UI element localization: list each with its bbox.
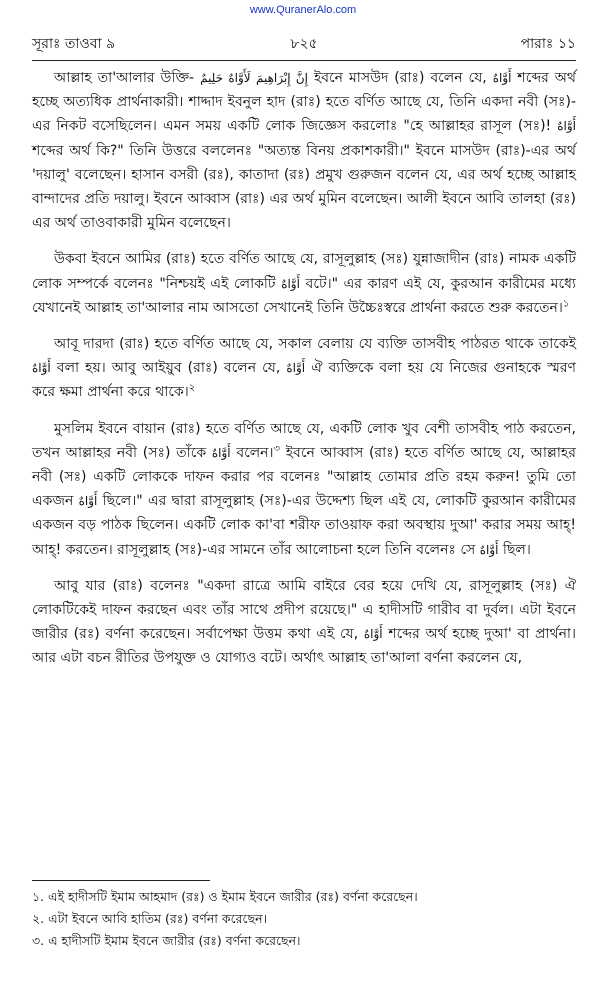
footnotes (32, 886, 576, 952)
paragraph-2: উকবা ইবনে আমির (রাঃ) হতে বর্ণিত আছে যে, রাসূলুল্লাহ (সঃ) যুন্নাজাদীন (রাঃ) নামক একটি লোক সম্পর্কে বলেনঃ "নিশ্চয়ই এই লোকটি أَوَّاهٌ বটে।" এর কারণ এই যে, কুরআন কারীমের মধ্যে যেখানেই আল্লাহ তা'আলার নাম আসতো সেখানেই তিনি উচ্চৈঃস্বরে প্রার্থনা করতে শুরু করতেন।$^১$ (32, 251, 576, 316)
footnote-2: ২. এটা ইবনে আবি হাতিম (রঃ) বর্ণনা করেছেন। (32, 911, 268, 926)
page-number: ৮২৫ (290, 36, 318, 52)
arabic-verse: إِنَّ إِبْرَاهِيمَ لَأَوَّاهٌ حَلِيمٌ (200, 71, 309, 85)
arabic-word: أَوَّاهٌ (32, 361, 51, 376)
footnote-3: ৩. এ হাদীসটি ইমাম ইবনে জারীর (রঃ) বর্ণনা করেছেন। (32, 933, 301, 948)
arabic-word: أَوَّاهٌ (78, 494, 98, 509)
arabic-word: أَوَّاهٌ (363, 627, 383, 642)
arabic-word: أَوَّاهٌ (479, 542, 499, 557)
page-header (32, 32, 576, 56)
paragraph-5: আবু যার (রাঃ) বলেনঃ "একদা রাত্রে আমি বাইরে বের হয়ে দেখি যে, রাসূলুল্লাহ (সঃ) ঐ লোকটিকেই দাফন করছেন এবং তাঁর সাথে প্রদীপ রয়েছে।" এ হাদীসটি গারীব বা দুর্বল। এটা ইবনে জারীর (রঃ) বর্ণনা করেছেন। সর্বাপেক্ষা উত্তম কথা এই যে, أَوَّاهٌ শব্দের অর্থ হচ্ছে দুআ' বা প্রার্থনা। আর এটা বচন রীতির উপযুক্ত ও যোগ্যও বটে। অর্থাৎ আল্লাহ তা'আলা বর্ণনা করলেন যে, (32, 577, 576, 667)
arabic-word: أَوَّاهٌ (557, 119, 576, 134)
site-url[interactable]: www.QuranerAlo.com (249, 4, 357, 16)
footnote-marker: ২ (188, 382, 196, 394)
commentary-body (32, 66, 576, 683)
footnote-marker: ১ (562, 298, 570, 310)
arabic-word: أَوَّاهٌ (286, 361, 306, 376)
header-divider (32, 60, 576, 61)
paragraph-4: মুসলিম ইবনে বায়ান (রাঃ) হতে বর্ণিত আছে যে, একটি লোক খুব বেশী তাসবীহ পাঠ করতেন, তখন আল্লাহর নবী (সঃ) তাঁকে أَوَّاهٌ বলেন।$^৩$ ইবনে আব্বাস (রাঃ) হতে বর্ণিত আছে যে, আল্লাহর নবী (সঃ) একটি লোককে দাফন করার পর বলেনঃ "আল্লাহ তোমার প্রতি রহম করুন! তুমি তো একজন أَوَّاهٌ ছিলে।" এর দ্বারা রাসূলুল্লাহ (সঃ)-এর উদ্দেশ্য ছিল এই যে, লোকটি কুরআন কারীমের একজন বড় পাঠক ছিলেন। একটি লোক কা'বা শরীফ তাওয়াফ করা অবস্থায় দুআ' করার সময় আহ্! আহ্! করতেন। রাসূলুল্লাহ (সঃ)-এর সামনে তাঁর আলোচনা হলে তিনি বলেনঃ সে أَوَّاهٌ ছিল। (32, 420, 576, 558)
surah-label: সূরাঃ তাওবা ৯ (32, 36, 116, 52)
footnote-marker: ৩ (273, 443, 281, 455)
arabic-word: أَوَّاهٌ (281, 276, 300, 291)
paragraph-3: আবূ দারদা (রাঃ) হতে বর্ণিত আছে যে, সকাল বেলায় যে ব্যক্তি তাসবীহ পাঠরত থাকে তাকেই أَوَّاهٌ বলা হয়। আবু আইয়ুব (রাঃ) বলেন যে, أَوَّاهٌ ঐ ব্যক্তিকে বলা হয় যে নিজের গুনাহকে স্মরণ করে ক্ষমা প্রার্থনা করে থাকে।$^২$ (32, 336, 576, 401)
arabic-word: أَوَّاهٌ (492, 71, 512, 85)
paragraph-1: আল্লাহ তা'আলার উক্তি- إِنَّ إِبْرَاهِيمَ لَأَوَّاهٌ حَلِيمٌ ইবনে মাসউদ (রাঃ) বলেন যে, أَوَّاهٌ শব্দের অর্থ হচ্ছে অত্যধিক প্রার্থনাকারী। শাদ্দাদ ইবনুল হাদ (রাঃ) হতে বর্ণিত আছে যে, তিনি একদা নবী (সঃ)-এর নিকট বসেছিলেন। এমন সময় একটি লোক জিজ্ঞেস করলোঃ "হে আল্লাহর রাসূল (সঃ)! أَوَّاهٌ শব্দের অর্থ কি?" তিনি উত্তরে বললেনঃ "অত্যন্ত বিনয় প্রকাশকারী।" ইবনে মাসউদ (রাঃ)-এর অর্থ 'দয়ালু' বলেছেন। হাসান বসরী (রঃ), কাতাদা (রঃ) প্রমুখ গুরুজন বলেন যে, এর অর্থ হচ্ছে আল্লাহ বান্দাদের প্রতি দয়ালু। ইবনে আব্বাস (রাঃ) এর অর্থ মুমিন বলেছেন। আলী ইবনে আবি তালহা (রঃ) এর অর্থ তাওবাকারী মুমিন বলেছেন। (32, 70, 576, 232)
footnote-divider (32, 880, 210, 881)
footnote-1: ১. এই হাদীসটি ইমাম আহমাদ (রঃ) ও ইমাম ইবনে জারীর (রঃ) বর্ণনা করেছেন। (32, 889, 418, 904)
arabic-word: أَوَّاهٌ (211, 445, 231, 460)
para-label: পারাঃ ১১ (520, 36, 576, 52)
